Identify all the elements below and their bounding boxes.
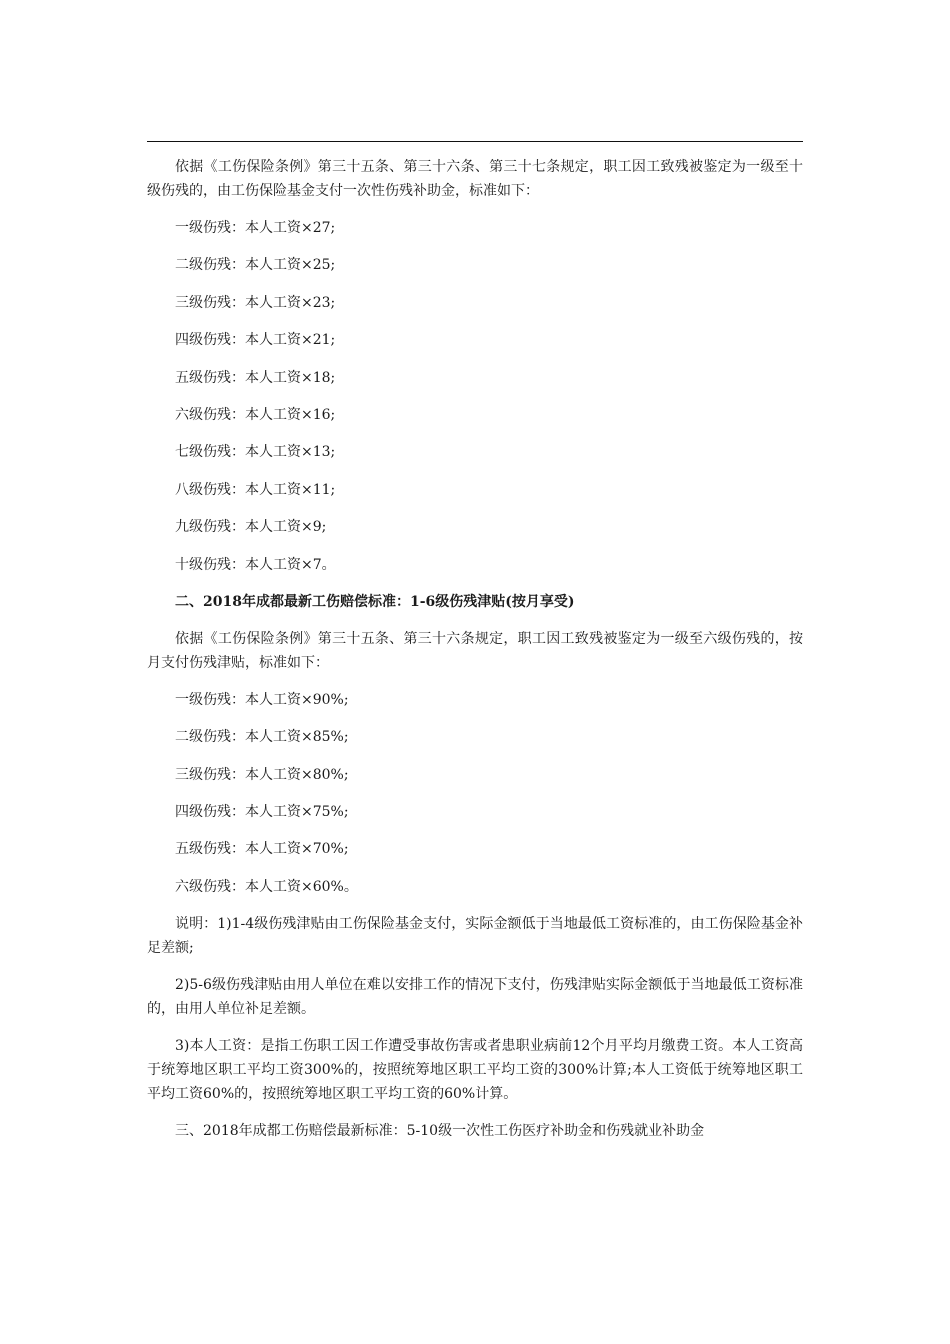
document-body	[147, 155, 803, 1156]
note-paragraph-2: 2)5-6级伤残津贴由用人单位在难以安排工作的情况下支付，伤残津贴实际金额低于当地最低工资标准的，由用人单位补足差额。	[147, 977, 803, 1018]
list-item: 五级伤残：本人工资×70%;	[175, 841, 349, 858]
note-paragraph-1: 说明：1)1-4级伤残津贴由工伤保险基金支付，实际金额低于当地最低工资标准的，由工伤保险基金补足差额;	[147, 916, 803, 957]
intro-paragraph-2: 依据《工伤保险条例》第三十五条、第三十六条规定，职工因工致残被鉴定为一级至六级伤残的，按月支付伤残津贴，标准如下：	[147, 630, 803, 671]
note-paragraph-3: 3)本人工资：是指工伤职工因工作遭受事故伤害或者患职业病前12个月平均月缴费工资。本人工资高于统筹地区职工平均工资300%的，按照统筹地区职工平均工资的300%计算;本人工资低于统筹地区职工平均工资60%的，按照统筹地区职工平均工资的60%计算。	[147, 1038, 803, 1103]
list-item: 七级伤残：本人工资×13;	[175, 444, 336, 461]
lump-sum-list	[147, 216, 803, 577]
list-item: 九级伤残：本人工资×9;	[175, 519, 327, 536]
section-heading-2: 二、2018年成都最新工伤赔偿标准：1-6级伤残津贴(按月享受)	[175, 593, 575, 610]
list-item: 六级伤残：本人工资×60%。	[175, 878, 358, 895]
list-item: 二级伤残：本人工资×85%;	[175, 729, 349, 746]
list-item: 四级伤残：本人工资×75%;	[175, 804, 349, 821]
list-item: 三级伤残：本人工资×80%;	[175, 766, 349, 783]
list-item: 一级伤残：本人工资×27;	[175, 220, 336, 236]
monthly-allowance-list	[147, 688, 803, 899]
list-item: 六级伤残：本人工资×16;	[175, 406, 336, 423]
list-item: 二级伤残：本人工资×25;	[175, 257, 336, 274]
list-item: 八级伤残：本人工资×11;	[175, 481, 336, 498]
list-item: 五级伤残：本人工资×18;	[175, 369, 336, 386]
list-item: 四级伤残：本人工资×21;	[175, 332, 336, 349]
list-item: 十级伤残：本人工资×7。	[175, 556, 336, 573]
section-heading-3: 三、2018年成都工伤赔偿最新标准：5-10级一次性工伤医疗补助金和伤残就业补助金	[175, 1123, 705, 1140]
intro-paragraph-1: 依据《工伤保险条例》第三十五条、第三十六条、第三十七条规定，职工因工致残被鉴定为一级至十级伤残的，由工伤保险基金支付一次性伤残补助金，标准如下：	[147, 159, 803, 199]
list-item: 三级伤残：本人工资×23;	[175, 294, 336, 311]
list-item: 一级伤残：本人工资×90%;	[175, 691, 349, 708]
header-rule	[147, 141, 803, 142]
